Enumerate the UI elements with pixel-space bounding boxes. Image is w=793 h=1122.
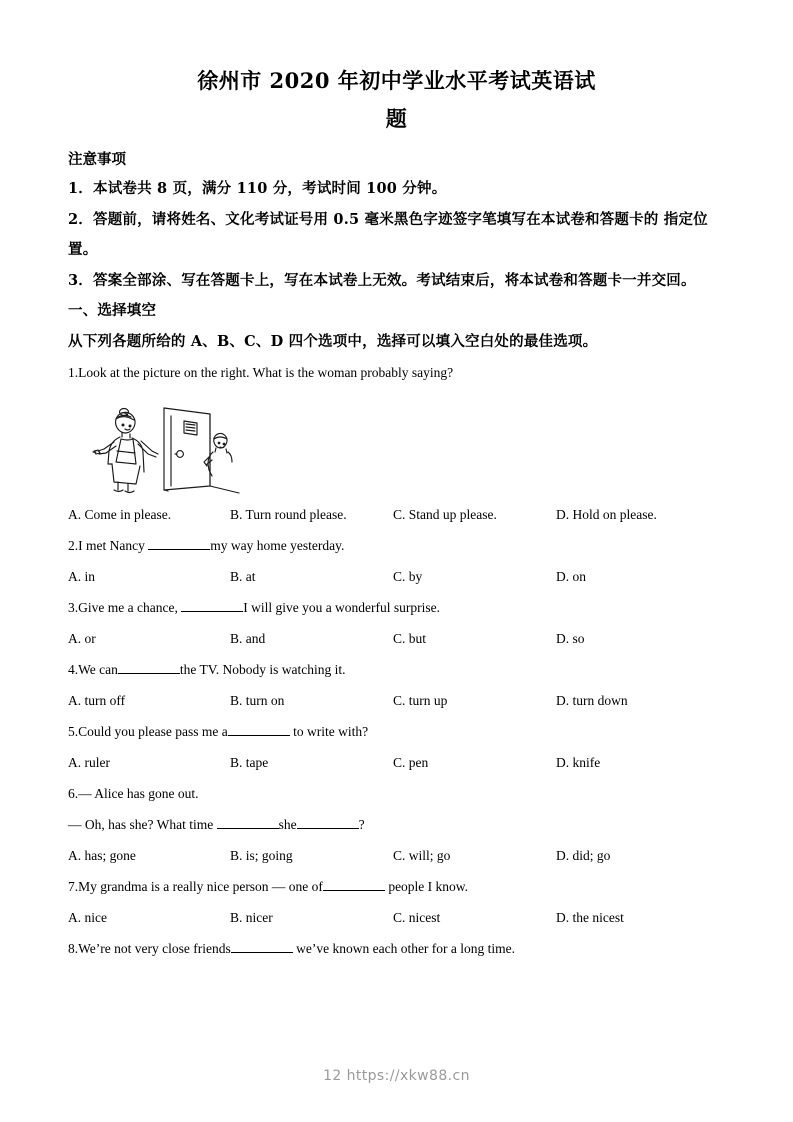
- question-4-stem: [68, 654, 732, 685]
- question-5-stem: [68, 716, 732, 747]
- option-c[interactable]: C. nicest: [393, 910, 441, 925]
- section-instruction: 从下列各题所给的 A、B、C、D 四个选项中，选择可以填入空白处的最佳选项。: [68, 332, 598, 350]
- option-c[interactable]: C. by: [393, 569, 423, 584]
- option-d[interactable]: D. on: [556, 569, 586, 584]
- question-4-stem-before: 4.We can: [68, 662, 118, 677]
- option-c[interactable]: C. Stand up please.: [393, 507, 497, 522]
- question-8-stem: [68, 933, 732, 964]
- notice-item-3: 3．答案全部涂、写在答题卡上，写在本试卷上无效。考试结束后，将本试卷和答题卡一并交回。: [68, 271, 696, 289]
- option-b[interactable]: B. tape: [230, 755, 269, 770]
- question-2-stem: [68, 530, 732, 561]
- title-line-2: 题: [385, 106, 408, 131]
- question-8-stem-before: 8.We’re not very close friends: [68, 941, 231, 956]
- question-3-stem-after: I will give you a wonderful surprise.: [243, 600, 441, 615]
- option-b[interactable]: B. Turn round please.: [230, 507, 347, 522]
- option-b[interactable]: B. turn on: [230, 693, 285, 708]
- question-6-options: [68, 840, 732, 871]
- footer-watermark: 12 https://xkw88.cn: [323, 1068, 470, 1084]
- option-d[interactable]: D. did; go: [556, 848, 611, 863]
- question-6-stem-after: ?: [358, 817, 365, 832]
- question-3-stem: [68, 592, 732, 623]
- option-d[interactable]: D. so: [556, 631, 585, 646]
- question-7-stem-after: people I know.: [384, 879, 469, 894]
- question-7-options: [68, 902, 732, 933]
- question-5-stem-before: 5.Could you please pass me a: [68, 724, 228, 739]
- option-c[interactable]: C. but: [393, 631, 427, 646]
- option-a[interactable]: A. nice: [68, 910, 107, 925]
- answer-blank[interactable]: [181, 598, 243, 612]
- option-a[interactable]: A. ruler: [68, 755, 110, 770]
- question-2-stem-after: my way home yesterday.: [210, 538, 345, 553]
- option-b[interactable]: B. and: [230, 631, 266, 646]
- answer-blank[interactable]: [231, 939, 293, 953]
- document-body: [68, 146, 732, 964]
- answer-blank[interactable]: [228, 722, 290, 736]
- question-3-options: [68, 623, 732, 654]
- notice-heading: 注意事项: [68, 151, 126, 168]
- question-5-options: [68, 747, 732, 778]
- answer-blank[interactable]: [323, 877, 385, 891]
- question-2-stem-before: 2.I met Nancy: [68, 538, 149, 553]
- question-6-stem-before: — Oh, has she? What time: [68, 817, 217, 832]
- notice-item-1: 1．本试卷共 8 页，满分 110 分，考试时间 100 分钟。: [68, 180, 447, 197]
- answer-blank[interactable]: [217, 815, 279, 829]
- question-1-stem: 1.Look at the picture on the right. What is the woman probably saying?: [68, 365, 454, 380]
- question-4-options: [68, 685, 732, 716]
- question-7-stem-before: 7.My grandma is a really nice person — one of: [68, 879, 323, 894]
- option-d[interactable]: D. Hold on please.: [556, 507, 657, 522]
- option-c[interactable]: C. turn up: [393, 693, 448, 708]
- option-a[interactable]: A. has; gone: [68, 848, 136, 863]
- question-5-stem-after: to write with?: [289, 724, 369, 739]
- section-heading: 一、选择填空: [68, 302, 157, 319]
- option-b[interactable]: B. at: [230, 569, 256, 584]
- question-8-stem-after: we’ve known each other for a long time.: [292, 941, 516, 956]
- option-d[interactable]: D. the nicest: [556, 910, 624, 925]
- option-c[interactable]: C. will; go: [393, 848, 451, 863]
- option-b[interactable]: B. is; going: [230, 848, 293, 863]
- option-d[interactable]: D. knife: [556, 755, 601, 770]
- title-line-1: 徐州市 2020 年初中学业水平考试英语试: [197, 68, 596, 93]
- answer-blank[interactable]: [148, 536, 210, 550]
- question-2-options: [68, 561, 732, 592]
- question-7-stem: [68, 871, 732, 902]
- option-a[interactable]: A. or: [68, 631, 96, 646]
- answer-blank[interactable]: [297, 815, 359, 829]
- question-4-stem-after: the TV. Nobody is watching it.: [179, 662, 346, 677]
- woman-at-open-door-illustration: [76, 394, 248, 494]
- option-a[interactable]: A. Come in please.: [68, 507, 172, 522]
- question-3-stem-before: 3.Give me a chance,: [68, 600, 182, 615]
- option-a[interactable]: A. in: [68, 569, 95, 584]
- question-1-options: [68, 499, 732, 530]
- question-6-stem-mid: she: [278, 817, 297, 832]
- notice-item-2: 2．答题前，请将姓名、文化考试证号用 0.5 毫米黑色字迹签字笔填写在本试卷和答题卡的 指定位置。: [68, 210, 708, 258]
- option-c[interactable]: C. pen: [393, 755, 429, 770]
- page-title: [68, 62, 725, 138]
- question-6-stem-line-1: 6.— Alice has gone out.: [68, 786, 199, 801]
- option-a[interactable]: A. turn off: [68, 693, 126, 708]
- option-d[interactable]: D. turn down: [556, 693, 628, 708]
- question-6-stem-line-2: [68, 809, 732, 840]
- option-b[interactable]: B. nicer: [230, 910, 273, 925]
- answer-blank[interactable]: [118, 660, 180, 674]
